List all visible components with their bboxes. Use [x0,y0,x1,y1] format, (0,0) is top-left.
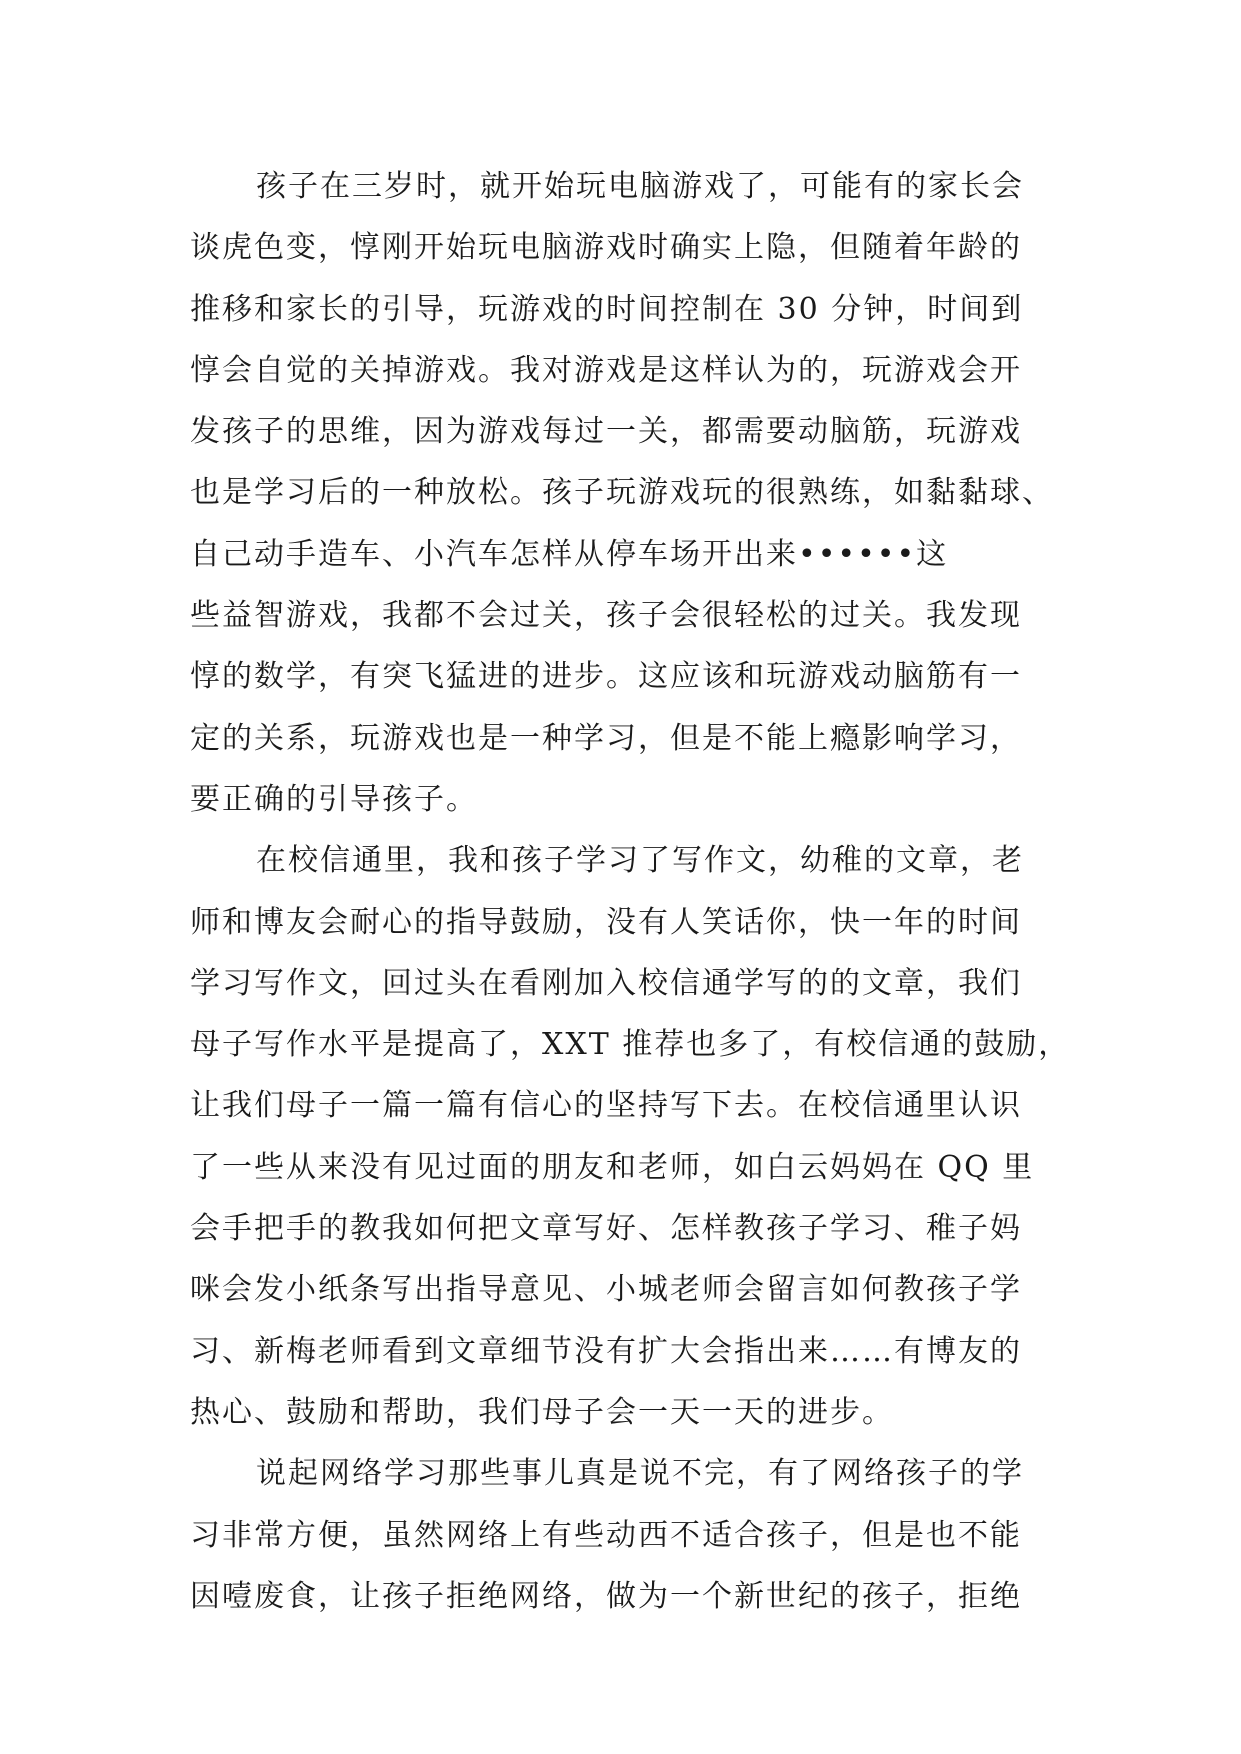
paragraph-2-line: 师和博友会耐心的指导鼓励，没有人笑话你，快一年的时间 [190,904,1022,940]
paragraph-1-line: 自己动手造车、小汽车怎样从停车场开出来••••••这 [190,536,949,572]
paragraph-2-line: 会手把手的教我如何把文章写好、怎样教孩子学习、稚子妈 [190,1211,1022,1247]
paragraph-3-line: 习非常方便，虽然网络上有些动西不适合孩子，但是也不能 [190,1517,1022,1553]
paragraph-2-line: 母子写作水平是提高了，XXT 推荐也多了，有校信通的鼓励， [190,1027,1071,1063]
paragraph-1-line: 发孩子的思维，因为游戏每过一关，都需要动脑筋，玩游戏 [190,414,1022,450]
paragraph-1-line: 惇会自觉的关掉游戏。我对游戏是这样认为的，玩游戏会开 [190,352,1022,388]
paragraph-2-line: 在校信通里，我和孩子学习了写作文，幼稚的文章，老 [256,843,1024,879]
paragraph-2-line: 学习写作文，回过头在看刚加入校信通学写的的文章，我们 [190,965,1022,1001]
paragraph-1-line: 推移和家长的引导，玩游戏的时间控制在 30 分钟，时间到 [190,291,1024,327]
paragraph-1-line: 定的关系，玩游戏也是一种学习，但是不能上瘾影响学习， [190,720,1022,756]
document-body [190,156,1071,1627]
paragraph-1-line: 要正确的引导孩子。 [190,781,478,817]
paragraph-2-line: 热心、鼓励和帮助，我们母子会一天一天的进步。 [190,1394,894,1430]
paragraph-2-line: 了一些从来没有见过面的朋友和老师，如白云妈妈在 QQ 里 [190,1149,1035,1185]
paragraph-3-line: 说起网络学习那些事儿真是说不完，有了网络孩子的学 [256,1456,1024,1492]
paragraph-3-line: 因噎废食，让孩子拒绝网络，做为一个新世纪的孩子，拒绝 [190,1578,1022,1614]
paragraph-2-line: 让我们母子一篇一篇有信心的坚持写下去。在校信通里认识 [190,1088,1022,1124]
paragraph-1-line: 谈虎色变，惇刚开始玩电脑游戏时确实上隐，但随着年龄的 [190,230,1022,266]
paragraph-1-line: 也是学习后的一种放松。孩子玩游戏玩的很熟练，如黏黏球、 [190,475,1054,511]
paragraph-2-line: 咪会发小纸条写出指导意见、小城老师会留言如何教孩子学 [190,1272,1022,1308]
paragraph-1-line: 孩子在三岁时，就开始玩电脑游戏了，可能有的家长会 [256,169,1024,204]
paragraph-2-line: 习、新梅老师看到文章细节没有扩大会指出来……有博友的 [190,1333,1022,1369]
paragraph-1-line: 些益智游戏，我都不会过关，孩子会很轻松的过关。我发现 [190,598,1022,634]
paragraph-1-line: 惇的数学，有突飞猛进的进步。这应该和玩游戏动脑筋有一 [190,659,1022,695]
